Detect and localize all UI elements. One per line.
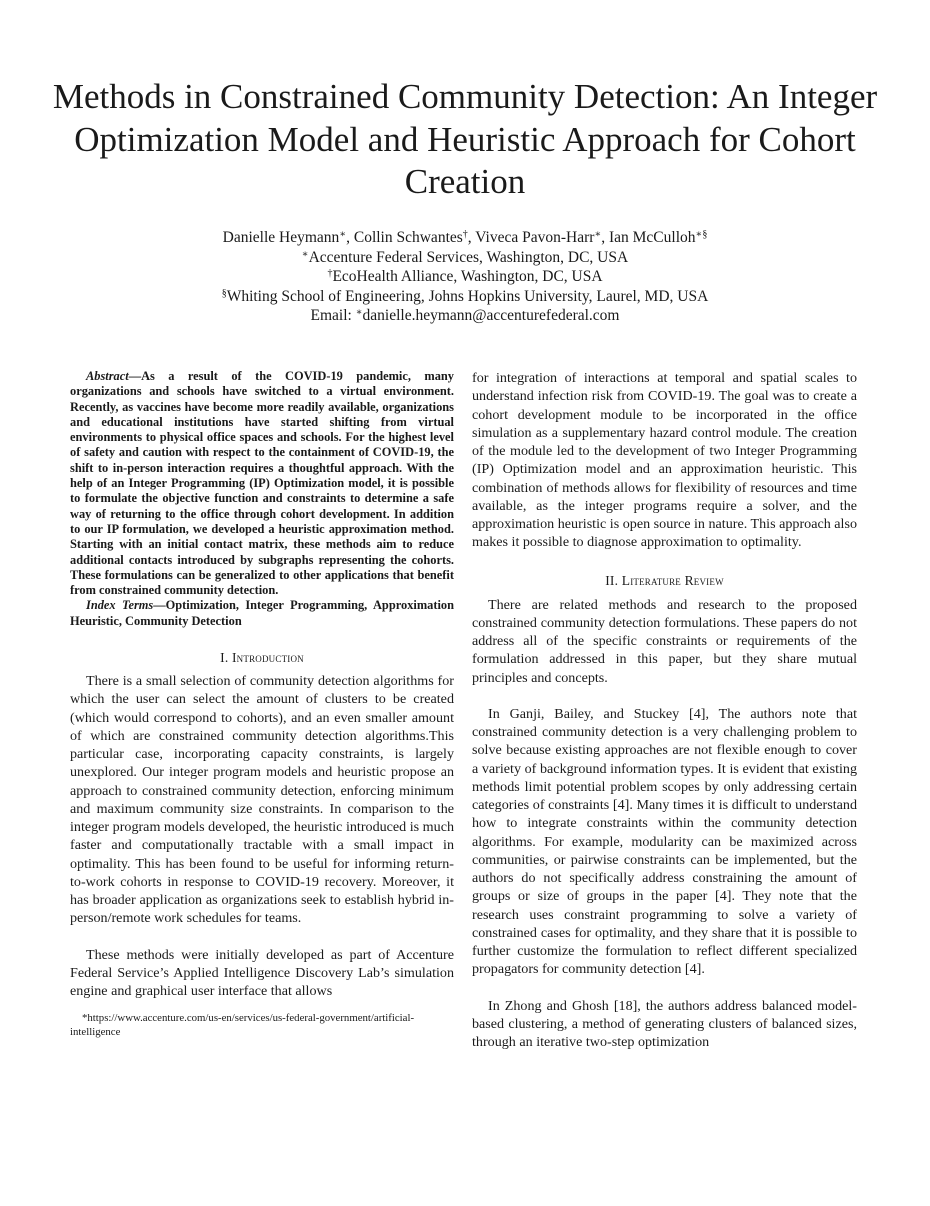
abstract [70,369,454,598]
paragraph: There is a small selection of community detection algorithms for which the user can select the amount of clusters to be created (which would correspond to cohorts), and an even smaller amount of which are constrained community detection algorithms.This particular case, incorporating capacity constraints, is largely unexplored. Our integer program models and heuristic propose an approach to constrained community detection, enforcing minimum and maximum community size constraints. In comparison to the integer program models developed, the heuristic introduced is much faster and computationally tractable with a small impact in optimality. This has been found to be useful for informing return-to-work cohorts in response to COVID-19 recovery. Moreover, it has broader application as organizations seek to establish hybrid in-person/remote work schedules for teams. [70,673,454,927]
author-mark: ∗§ [695,229,708,240]
section-heading-literature-review: II. Literature Review [605,572,724,588]
paper-title: Methods in Constrained Community Detection: An Integer Optimization Model and Heuristic Approach for Cohort Creation [52,77,878,201]
section-heading-introduction: I. Introduction [220,650,304,666]
author-mark: † [462,229,468,240]
affiliation-mark: † [327,268,333,279]
affiliation-text: EcoHealth Alliance, Washington, DC, USA [332,268,603,285]
paragraph: In Zhong and Ghosh [18], the authors address balanced model-based clustering, a method of generating clusters of balanced sizes, through an iterative two-step optimization [472,997,857,1050]
abstract-text: —As a result of the COVID-19 pandemic, many organizations and schools have switched to a virtual environment. Recently, as vaccines have become more readily available, organizations and educational institutions have started shifting from virtual environments to physical office spaces and schools. For the highest level of safety and caution with respect to the containment of COVID-19, the shift to in-person interaction requires a thoughtful approach. With the help of an Integer Programming (IP) Optimization model, it is possible to formulate the objective function and constraints to determine a safe way of returning to the office through cohort development. In addition to our IP formulation, we developed a heuristic approximation method. Starting with an initial contact matrix, these methods aim to reduce additional contacts introduced by subgraphs representing the cohorts. These formulations can be generalized to other applications that benefit from constrained community detection. [70,369,454,598]
author-name: Collin Schwantes [353,229,463,246]
paragraph: There are related methods and research to the proposed constrained community detection formulations. These papers do not address all of the specific constraints or requirements of the formulation addressed in this paper, but they share mutual principles and concepts. [472,596,857,686]
email-mark: ∗ [355,307,363,318]
affiliation-text: Accenture Federal Services, Washington, DC, USA [308,248,629,266]
author-mark: ∗ [339,229,347,240]
right-column [472,369,857,1051]
affiliation [40,287,890,307]
author-names: Danielle Heymann∗, Collin Schwantes†, Viveca Pavon-Harr∗, Ian McCulloh∗§ [222,229,708,246]
affiliation [40,267,890,287]
left-column [70,369,454,1039]
index-terms-label: Index Terms [86,598,154,613]
author-name: Viveca Pavon-Harr [475,229,595,246]
author-block [40,228,890,326]
abstract-label: Abstract [86,369,129,383]
affiliation [40,248,890,268]
email-label: Email: [310,307,356,324]
index-terms-text: —Optimization, Integer Programming, Approximation Heuristic, Community Detection [70,598,454,628]
author-name: Ian McCulloh [608,229,696,246]
email-line [40,306,890,326]
affiliation-mark: § [221,287,227,299]
author-name: Danielle Heymann [222,229,340,246]
paragraph: for integration of interactions at temporal and spatial scales to understand infection risk from COVID-19. The goal was to create a cohort development module to be incorporated in the office simulation as a supplementary hazard control module. The creation of the module led to the development of two Integer Programming (IP) Optimization model and an approximation heuristic. This combination of methods allows for flexibility of resources and time available, as the integer programs require a solver, and the approximation heuristic is open source in nature. This approach also makes it possible to diagnose approximation to optimality. [472,370,857,551]
paragraph: In Ganji, Bailey, and Stuckey [4], The authors note that constrained community detection is a very challenging problem to solve because existing approaches are not flexible enough to cover a variety of background information types. It is evident that existing methods limit potential problem scopes by only addressing certain categories of constraints [4]. Many times it is difficult to understand how to integrate constraints within the community detection algorithms. For example, modularity can be maximized across communities, or pairwise constraints can be implemented, but the authors do not specifically address constraining the amount of groups or size of groups in the paper [4]. They note that the research uses constraint programming to solve a variety of constrained cases for optimality, and they share that it is possible to further customize the formulation to reflect different specialized propagators for community detection [4]. [472,705,857,978]
footnote: *https://www.accenture.com/us-en/services/us-federal-government/artificial-intelligence [70,1012,415,1038]
paragraph: These methods were initially developed as part of Accenture Federal Service’s Applied Intelligence Discovery Lab’s simulation engine and graphical user interface that allows [70,946,454,1000]
email-address[interactable]: danielle.heymann@accenturefederal.com [362,307,620,324]
affiliation-text: Whiting School of Engineering, Johns Hopkins University, Laurel, MD, USA [226,287,709,305]
index-terms [70,598,454,629]
author-mark: ∗ [594,229,602,240]
affiliation-mark: ∗ [301,248,309,260]
